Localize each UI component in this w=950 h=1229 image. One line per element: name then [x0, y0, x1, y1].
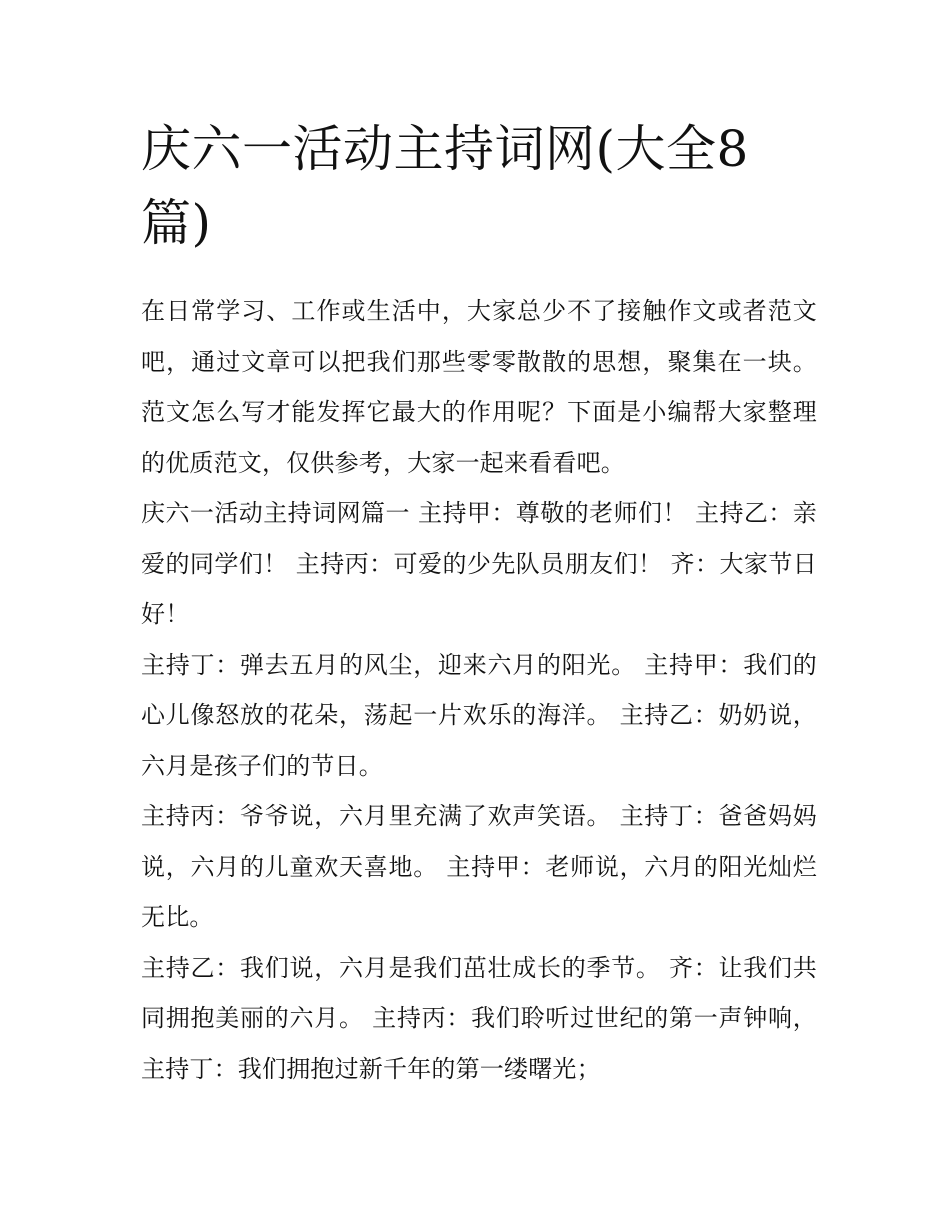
document-body — [141, 286, 817, 1094]
document-title: 庆六一活动主持词网(大全8篇) — [141, 120, 749, 252]
paragraph-4: 主持乙：我们说，六月是我们茁壮成长的季节。 齐：让我们共同拥抱美丽的六月。 主持丙：我们聆听过世纪的第一声钟响， 主持丁：我们拥抱过新千年的第一缕曙光； — [141, 953, 817, 1083]
paragraph-1: 庆六一活动主持词网篇一 主持甲：尊敬的老师们！ 主持乙：亲爱的同学们！ 主持丙：可爱的少先队员朋友们！ 齐：大家节日好！ — [141, 499, 817, 628]
paragraph-3: 主持丙：爷爷说，六月里充满了欢声笑语。 主持丁：爸爸妈妈说，六月的儿童欢天喜地。 主持甲：老师说，六月的阳光灿烂无比。 — [141, 802, 817, 931]
document-page — [141, 112, 817, 1094]
paragraph-2: 主持丁：弹去五月的风尘，迎来六月的阳光。 主持甲：我们的心儿像怒放的花朵，荡起一片欢乐的海洋。 主持乙：奶奶说，六月是孩子们的节日。 — [141, 650, 817, 780]
paragraph-intro: 在日常学习、工作或生活中，大家总少不了接触作文或者范文吧，通过文章可以把我们那些零零散散的思想，聚集在一块。范文怎么写才能发挥它最大的作用呢？下面是小编帮大家整理的优质范文，仅供参考，大家一起来看看吧。 — [141, 297, 817, 477]
